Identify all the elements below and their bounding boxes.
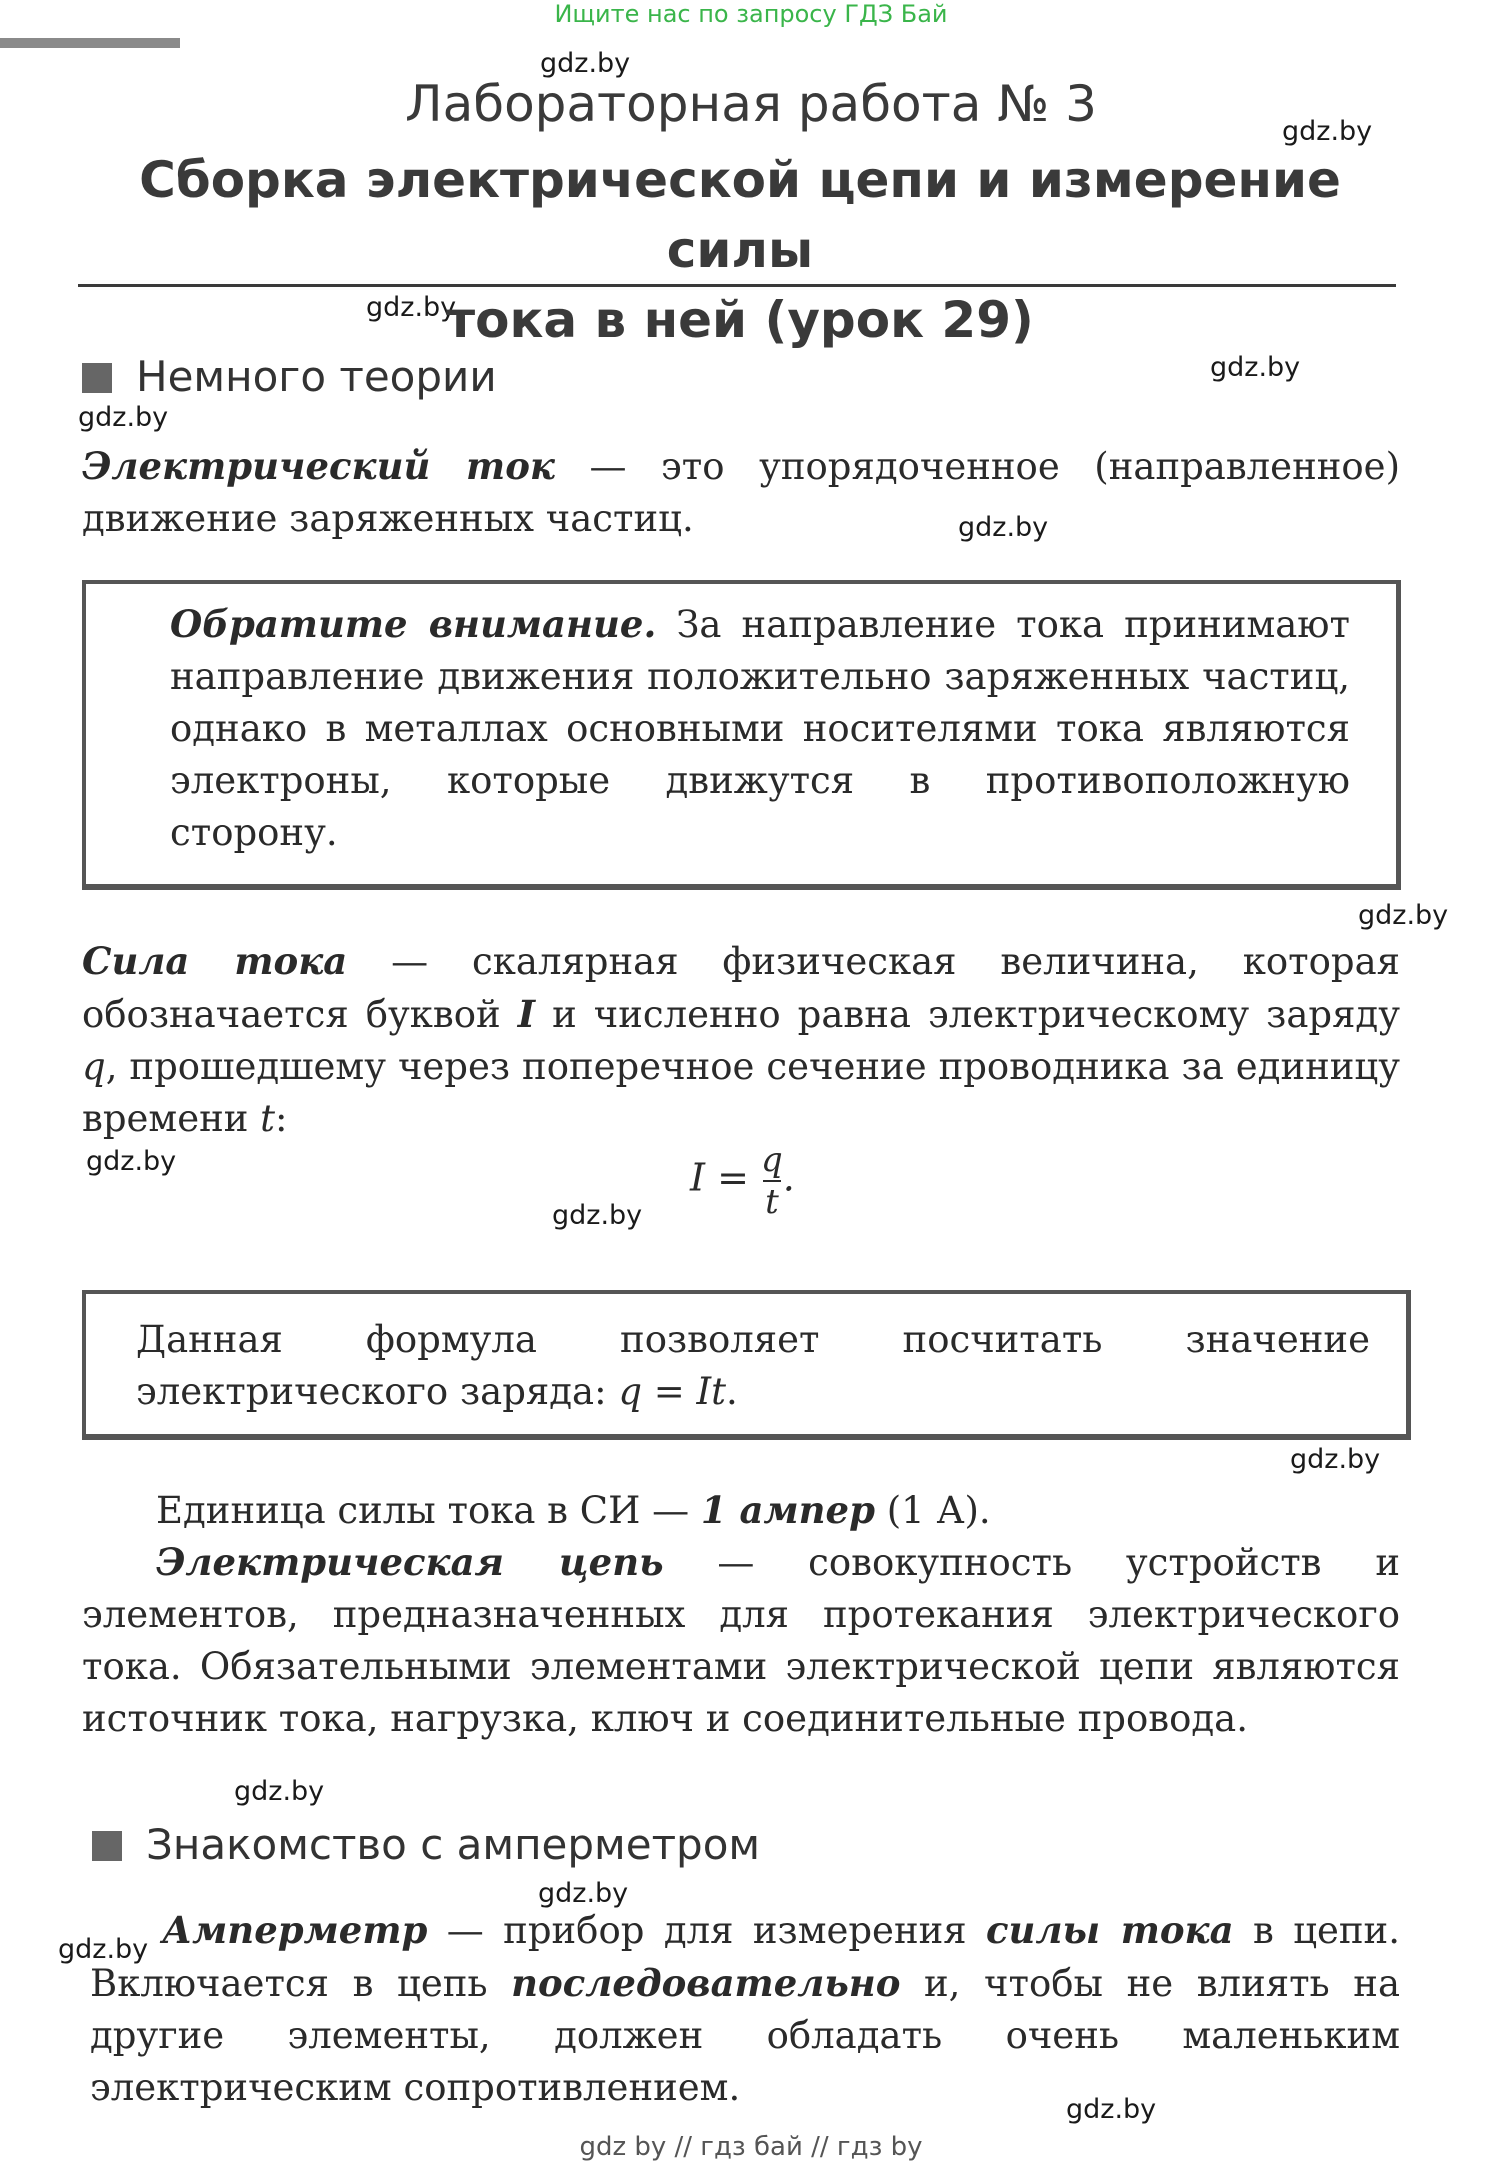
lab-title: Лабораторная работа № 3 bbox=[405, 75, 1097, 133]
watermark: gdz.by bbox=[1358, 900, 1449, 931]
footer-links: gdz by // гдз бай // гдз by bbox=[579, 2132, 923, 2162]
lab-subtitle-line2: тока в ней (урок 29) bbox=[446, 291, 1034, 349]
formula-current bbox=[690, 1140, 795, 1222]
watermark: gdz.by bbox=[366, 292, 457, 323]
square-bullet-icon bbox=[92, 1831, 122, 1861]
paragraph-text: — совокупность устройств и элементов, предназначенных для протекания электрического тока. Обязательными элементами электрической цепи являются источник тока, нагрузка, ключ и соединительные провода. bbox=[82, 1541, 1400, 1740]
note-body: Данная формула позволяет посчитать значение электрического заряда: bbox=[136, 1318, 1370, 1413]
note-end: . bbox=[726, 1370, 738, 1413]
top-decor-bar bbox=[0, 38, 180, 48]
term: Электрический ток bbox=[82, 444, 555, 488]
section-heading-ammeter bbox=[92, 1820, 760, 1869]
term: Электрическая цепь bbox=[156, 1540, 664, 1584]
title-divider bbox=[78, 284, 1396, 287]
note-formula: q = It bbox=[618, 1370, 727, 1413]
fraction bbox=[761, 1140, 783, 1222]
paragraph-text: — это упорядоченное (направленное) движение заряженных частиц. bbox=[82, 445, 1401, 540]
watermark: gdz.by bbox=[1282, 116, 1373, 147]
term: 1 ампер bbox=[700, 1488, 875, 1532]
section-heading-theory bbox=[82, 352, 497, 401]
emphasis: последовательно bbox=[511, 1961, 901, 2005]
symbol: q bbox=[82, 1045, 106, 1088]
paragraph-text: , прошедшему через поперечное сечение проводника за единицу времени bbox=[82, 1045, 1400, 1140]
watermark: gdz.by bbox=[58, 1934, 149, 1965]
lab-subtitle-line1: Сборка электрической цепи и измерение силы bbox=[139, 151, 1341, 279]
section-heading-text: Знакомство с амперметром bbox=[146, 1820, 761, 1869]
paragraph-text: и, чтобы не влиять на другие элементы, должен обладать очень маленьким электрическим сопротивлением. bbox=[90, 1962, 1401, 2109]
watermark: gdz.by bbox=[78, 402, 169, 433]
top-search-link[interactable]: Ищите нас по запросу ГДЗ Бай bbox=[554, 0, 948, 28]
term: Амперметр bbox=[162, 1908, 428, 1952]
note-term: Обратите внимание. bbox=[170, 602, 657, 646]
formula-end: . bbox=[782, 1155, 795, 1200]
watermark: gdz.by bbox=[1290, 1444, 1381, 1475]
paragraph-text: в цепи. Включается в цепь bbox=[90, 1909, 1400, 2005]
paragraph-text: и численно равна электрическому заряду bbox=[535, 993, 1400, 1036]
paragraph-electric-circuit bbox=[82, 1536, 1400, 1745]
watermark: gdz.by bbox=[552, 1200, 643, 1231]
paragraph-electric-current bbox=[82, 440, 1400, 545]
paragraph-ammeter bbox=[90, 1904, 1400, 2114]
paragraph-current-strength bbox=[82, 935, 1400, 1145]
formula-lhs: I = bbox=[690, 1155, 749, 1200]
section-heading-text: Немного теории bbox=[136, 352, 497, 401]
watermark: gdz.by bbox=[540, 48, 631, 79]
watermark: gdz.by bbox=[86, 1146, 177, 1177]
denominator: t bbox=[765, 1182, 779, 1222]
paragraph-text: — прибор для измерения bbox=[427, 1909, 987, 1952]
paragraph-si-unit bbox=[156, 1484, 1396, 1537]
note-text bbox=[86, 584, 1396, 859]
watermark: gdz.by bbox=[234, 1776, 325, 1807]
paragraph-text: : bbox=[275, 1097, 288, 1140]
note-box-direction bbox=[82, 580, 1401, 890]
watermark: gdz.by bbox=[538, 1878, 629, 1909]
note-box-formula bbox=[82, 1290, 1411, 1440]
note-body: За направление тока принимают направление движения положительно заряженных частиц, однако в металлах основными носителями тока являются электроны, которые движутся в противоположную сторону. bbox=[170, 603, 1350, 854]
watermark: gdz.by bbox=[1210, 352, 1301, 383]
note-text bbox=[86, 1294, 1406, 1418]
emphasis: силы тока bbox=[986, 1908, 1234, 1952]
symbol: I bbox=[517, 992, 536, 1036]
watermark: gdz.by bbox=[1066, 2094, 1157, 2125]
paragraph-text: — скалярная физическая величина, которая обозначается буквой bbox=[82, 940, 1400, 1036]
lab-subtitle bbox=[80, 145, 1400, 355]
square-bullet-icon bbox=[82, 363, 112, 393]
symbol: t bbox=[260, 1097, 276, 1140]
numerator: q bbox=[761, 1140, 783, 1180]
watermark: gdz.by bbox=[958, 512, 1049, 543]
paragraph-text: Единица силы тока в СИ — bbox=[156, 1489, 701, 1532]
paragraph-text: (1 А). bbox=[874, 1489, 991, 1532]
term: Сила тока bbox=[82, 939, 348, 983]
